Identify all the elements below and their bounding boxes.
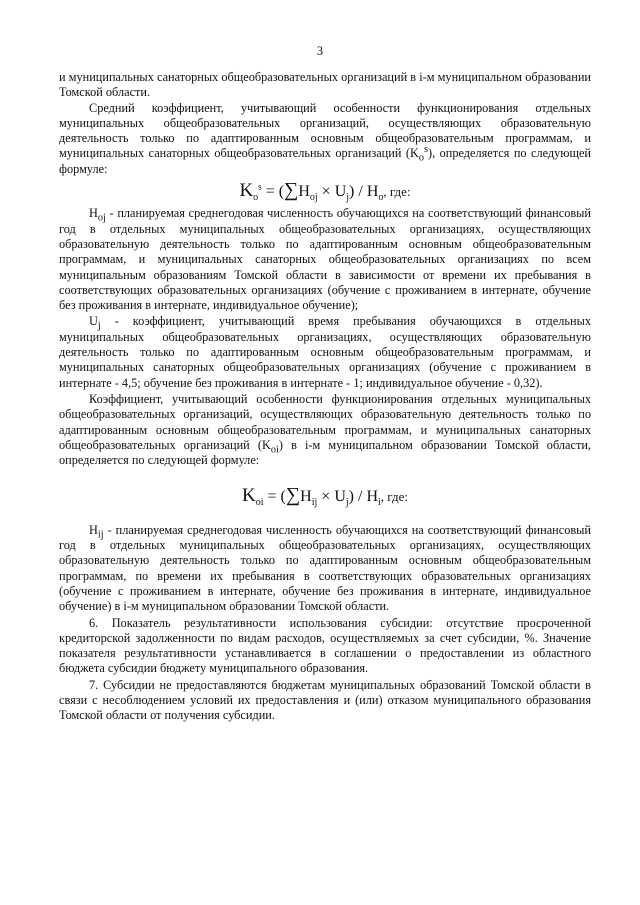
formula-2-times: × [317, 488, 335, 506]
paragraph-3-symbol: H [89, 206, 98, 221]
formula-2-sum-symbol: ∑ [285, 484, 301, 507]
formula-1-times: × [317, 183, 335, 201]
paragraph-2-sub: o [418, 152, 424, 164]
formula-2-den-sub: i [378, 497, 381, 509]
paragraph-5-sub: oi [270, 444, 279, 456]
paragraph-3-sub: oj [97, 212, 106, 224]
paragraph-5-text-a: Коэффициент, учитывающий особенности функционирования отдельных муниципальных общеобразовательных организаций, осуществляющих образовательную деятельность только по адаптированным основным общеобразовательным программам, и муниципальных санаторных общеобразовательных организаций (K [59, 391, 591, 452]
formula-1-close: ) / [349, 183, 367, 201]
paragraph-4-sub: j [97, 320, 101, 332]
paragraph-8: 7. Субсидии не предоставляются бюджетам муниципальных образований Томской области в связи с несоблюдением условий их предоставления и (или) отказом муниципального образования Томской области от получения субсидии. [59, 677, 591, 723]
formula-1-lhs: K [239, 180, 254, 202]
document-body [59, 70, 591, 724]
paragraph-4-text: - коэффициент, учитывающий время пребывания обучающихся в отдельных муниципальных общеобразовательных организациях, осуществляющих образовательную деятельность только по адаптированным основным общеобразовательным программам, и муниципальных санаторных общеобразовательных организациях (обучение с проживанием в интернате - 4,5; обучение без проживания в интернате - 1; индивидуальное обучение - 0,32). [59, 314, 591, 390]
paragraph-6-symbol: H [89, 522, 98, 537]
paragraph-6 [59, 523, 591, 615]
formula-2-den: H [366, 488, 378, 506]
formula-2-u: U [334, 488, 346, 506]
formula-1-den: H [366, 183, 379, 201]
paragraph-4 [59, 314, 591, 390]
paragraph-3-text: - планируемая среднегодовая численность обучающихся на соответствующий финансовый год в отдельных муниципальных общеобразовательных организациях, осуществляющих образовательную деятельность только по адаптированным основным общеобразовательным программам, и муниципальных санаторных общеобразовательных организациях по всем муниципальным образованиям Томской области в зависимости от времени их пребывания в соответствующих образовательных организациях (обучение с проживанием в интернате, обучение без проживания в интернате, индивидуальное обучение); [59, 206, 591, 313]
paragraph-2 [59, 101, 591, 177]
paragraph-2-text-a: Средний коэффициент, учитывающий особенности функционирования отдельных муниципальных общеобразовательных организаций, осуществляющих образовательную деятельность только по адаптированным основным общеобразовательным программам, и муниципальных санаторных общеобразовательных организаций (K [59, 100, 591, 161]
formula-1-sum-symbol: ∑ [284, 179, 299, 202]
formula-1-den-sub: o [378, 192, 384, 204]
formula-2-u-sub: j [345, 497, 349, 509]
paragraph-4-symbol: U [89, 314, 98, 329]
paragraph-1: и муниципальных санаторных общеобразовательных организаций в i-м муниципальном образовании Томской области. [59, 70, 591, 100]
page-number: 3 [316, 44, 324, 58]
paragraph-5 [59, 392, 591, 468]
formula-1-eq: = ( [261, 183, 285, 201]
formula-2-lhs-sub: oi [255, 497, 264, 509]
paragraph-6-text: - планируемая среднегодовая численность обучающихся на соответствующий финансовый год в отдельных муниципальных общеобразовательных организациях, осуществляющих образовательную деятельность только по адаптированным основным общеобразовательным программам, по времени их пребывания в соответствующих образовательных организациях (обучение с проживанием в интернате, обучение без проживания в интернате, индивидуальное обучение) в i-м муниципальном образовании Томской области. [59, 522, 591, 614]
formula-2-close: ) / [348, 488, 367, 506]
formula-1-tail: , где: [383, 184, 411, 200]
paragraph-2-sup: s [423, 144, 428, 156]
formula-2-tail: , где: [380, 489, 408, 505]
formula-1-lhs-sub: o [253, 192, 259, 204]
formula-2 [59, 484, 591, 509]
formula-1-u-sub: j [346, 192, 350, 204]
paragraph-7: 6. Показатель результативности использования субсидии: отсутствие просроченной кредиторской задолженности по видам расходов, осуществляемых за счет субсидии, %. Значение показателя результативности устанавливается в соглашении о предоставлении из областного бюджета субсидии бюджету муниципального образования. [59, 615, 591, 676]
formula-2-h-sub: ij [311, 497, 318, 509]
paragraph-5-text-b: ) в i-м муниципальном образовании Томской области, определяется по следующей формуле: [59, 437, 591, 468]
formula-2-eq: = ( [263, 488, 286, 506]
formula-1-u: U [334, 183, 347, 201]
paragraph-2-text-b: ), определяется по следующей формуле: [59, 146, 592, 176]
formula-1 [59, 179, 591, 204]
formula-1-h: H [298, 183, 310, 201]
paragraph-6-sub: ij [97, 529, 104, 541]
formula-2-lhs: K [242, 485, 256, 507]
formula-2-h: H [300, 488, 312, 506]
formula-1-h-sub: oj [309, 192, 318, 204]
paragraph-3 [59, 206, 591, 313]
formula-1-lhs-sup: s [258, 181, 262, 192]
